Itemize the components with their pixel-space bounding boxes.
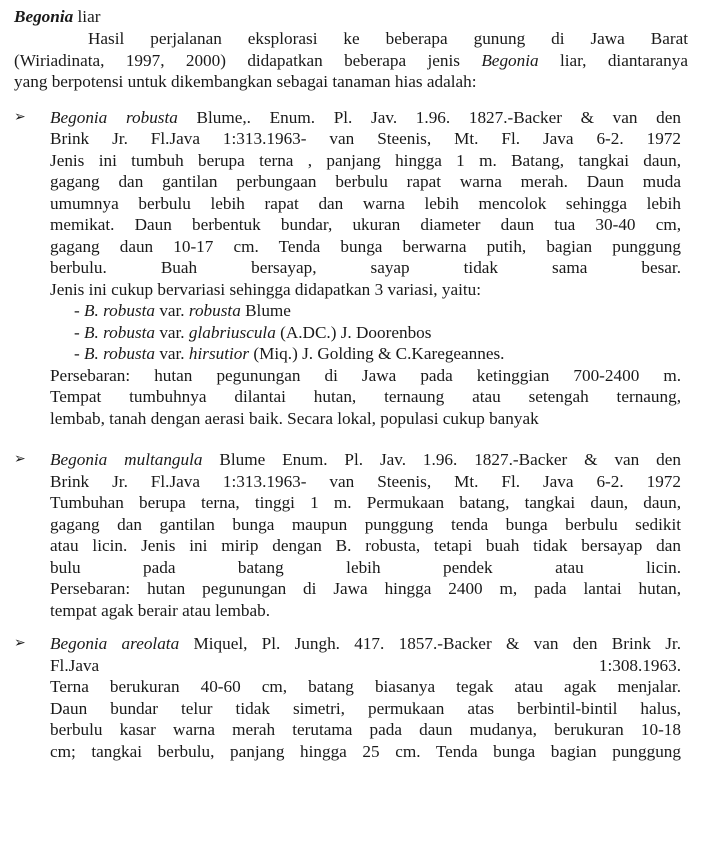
entry-line: tempat agak berair atau lembab. bbox=[50, 600, 270, 620]
intro-line: Hasil perjalanan eksplorasi ke beberapa gunung di Jawa Barat bbox=[88, 29, 688, 48]
heading-genus: Begonia bbox=[14, 7, 74, 26]
entry-line: berbulu kasar warna merah terutama pada daun mudanya, berukuran 10-18 bbox=[50, 720, 681, 739]
reference-left: Fl.Java bbox=[50, 655, 100, 675]
intro-line: (Wiriadinata, 1997, 2000) didapatkan beberapa jenis Begonia liar, diantaranya bbox=[14, 50, 688, 70]
species-authority: Blume,. Enum. Pl. Jav. 1.96. 1827.-Backer & van den bbox=[177, 107, 681, 127]
entry-line: Persebaran: hutan pegunungan di Jawa hingga 2400 m, pada lantai hutan, bbox=[50, 579, 681, 598]
species-name: Begonia multangula bbox=[50, 450, 203, 469]
species-title-line bbox=[50, 449, 681, 471]
entry-line: berbulu. Buah bersayap, sayap tidak sama besar. bbox=[50, 258, 681, 277]
species-title-line bbox=[50, 107, 681, 129]
entry-line: Tumbuhan berupa terna, tinggi 1 m. Permukaan batang, tangkai daun, daun, bbox=[50, 493, 681, 512]
reference-line bbox=[50, 655, 681, 677]
distribution-line: Persebaran: hutan pegunungan di Jawa pada ketinggian 700-2400 m. bbox=[50, 365, 681, 385]
entry-line: gagang dan gantilan bunga maupun punggung tenda bunga berbulu sedikit bbox=[50, 514, 681, 534]
arrow-bullet-icon: ➢ bbox=[14, 451, 26, 467]
entry-line: Jenis ini tumbuh berupa terna , panjang hingga 1 m. Batang, tangkai daun, bbox=[50, 150, 681, 170]
section-heading bbox=[14, 6, 688, 28]
entry-line: umumnya berbulu lebih rapat dan warna lebih mencolok sehingga lebih bbox=[50, 193, 681, 213]
entry-line: bulu pada batang lebih pendek atau licin. bbox=[50, 557, 681, 577]
arrow-bullet-icon: ➢ bbox=[14, 108, 26, 125]
entry-line: Jenis ini cukup bervariasi sehingga didapatkan 3 variasi, yaitu: bbox=[50, 279, 482, 299]
intro-line: yang berpotensi untuk dikembangkan sebagai tanaman hias adalah: bbox=[14, 72, 477, 91]
entry-line: cm; tangkai berbulu, panjang hingga 25 cm. Tenda bunga bagian punggung bbox=[50, 741, 681, 761]
arrow-bullet-icon: ➢ bbox=[14, 635, 26, 651]
species-entry-areolata bbox=[14, 633, 688, 762]
variety-item: - B. robusta var. robusta Blume bbox=[74, 301, 291, 320]
reference-right: 1:308.1963. bbox=[598, 655, 681, 675]
species-entry-robusta bbox=[14, 107, 688, 430]
distribution-line: Tempat tumbuhnya dilantai hutan, ternaung atau setengah ternaung, bbox=[50, 387, 681, 406]
species-name: Begonia areolata bbox=[50, 634, 180, 653]
entry-line: Brink Jr. Fl.Java 1:313.1963- van Steenis, Mt. Fl. Java 6-2. 1972 bbox=[50, 471, 681, 491]
species-name: Begonia robusta bbox=[50, 107, 178, 127]
document-page bbox=[14, 4, 688, 762]
entry-line: gagang dan gantilan perbungaan berbulu rapat warna merah. Daun muda bbox=[50, 172, 681, 191]
entry-line: atau licin. Jenis ini mirip dengan B. robusta, tetapi buah tidak bersayap dan bbox=[50, 536, 681, 555]
species-title-line bbox=[50, 633, 681, 655]
variety-item: - B. robusta var. glabriuscula (A.DC.) J. Doorenbos bbox=[74, 322, 432, 342]
species-authority: Miquel, Pl. Jungh. 417. 1857.-Backer & van den Brink Jr. bbox=[179, 634, 681, 653]
species-authority: Blume Enum. Pl. Jav. 1.96. 1827.-Backer & van den bbox=[202, 450, 681, 469]
variety-item: - B. robusta var. hirsutior (Miq.) J. Golding & C.Karegeannes. bbox=[74, 344, 505, 363]
entry-line: Brink Jr. Fl.Java 1:313.1963- van Steenis, Mt. Fl. Java 6-2. 1972 bbox=[50, 129, 681, 148]
heading-rest: liar bbox=[73, 7, 101, 26]
intro-paragraph bbox=[14, 28, 688, 93]
species-entry-multangula bbox=[14, 449, 688, 621]
entry-line: gagang daun 10-17 cm. Tenda bunga berwarna putih, bagian punggung bbox=[50, 236, 681, 256]
distribution-line: lembab, tanah dengan aerasi baik. Secara lokal, populasi cukup banyak bbox=[50, 408, 539, 428]
entry-line: Terna berukuran 40-60 cm, batang biasanya tegak atau agak menjalar. bbox=[50, 677, 681, 696]
entry-line: memikat. Daun berbentuk bundar, ukuran diameter daun tua 30-40 cm, bbox=[50, 215, 681, 234]
entry-line: Daun bundar telur tidak simetri, permukaan atas berbintil-bintil halus, bbox=[50, 698, 681, 718]
